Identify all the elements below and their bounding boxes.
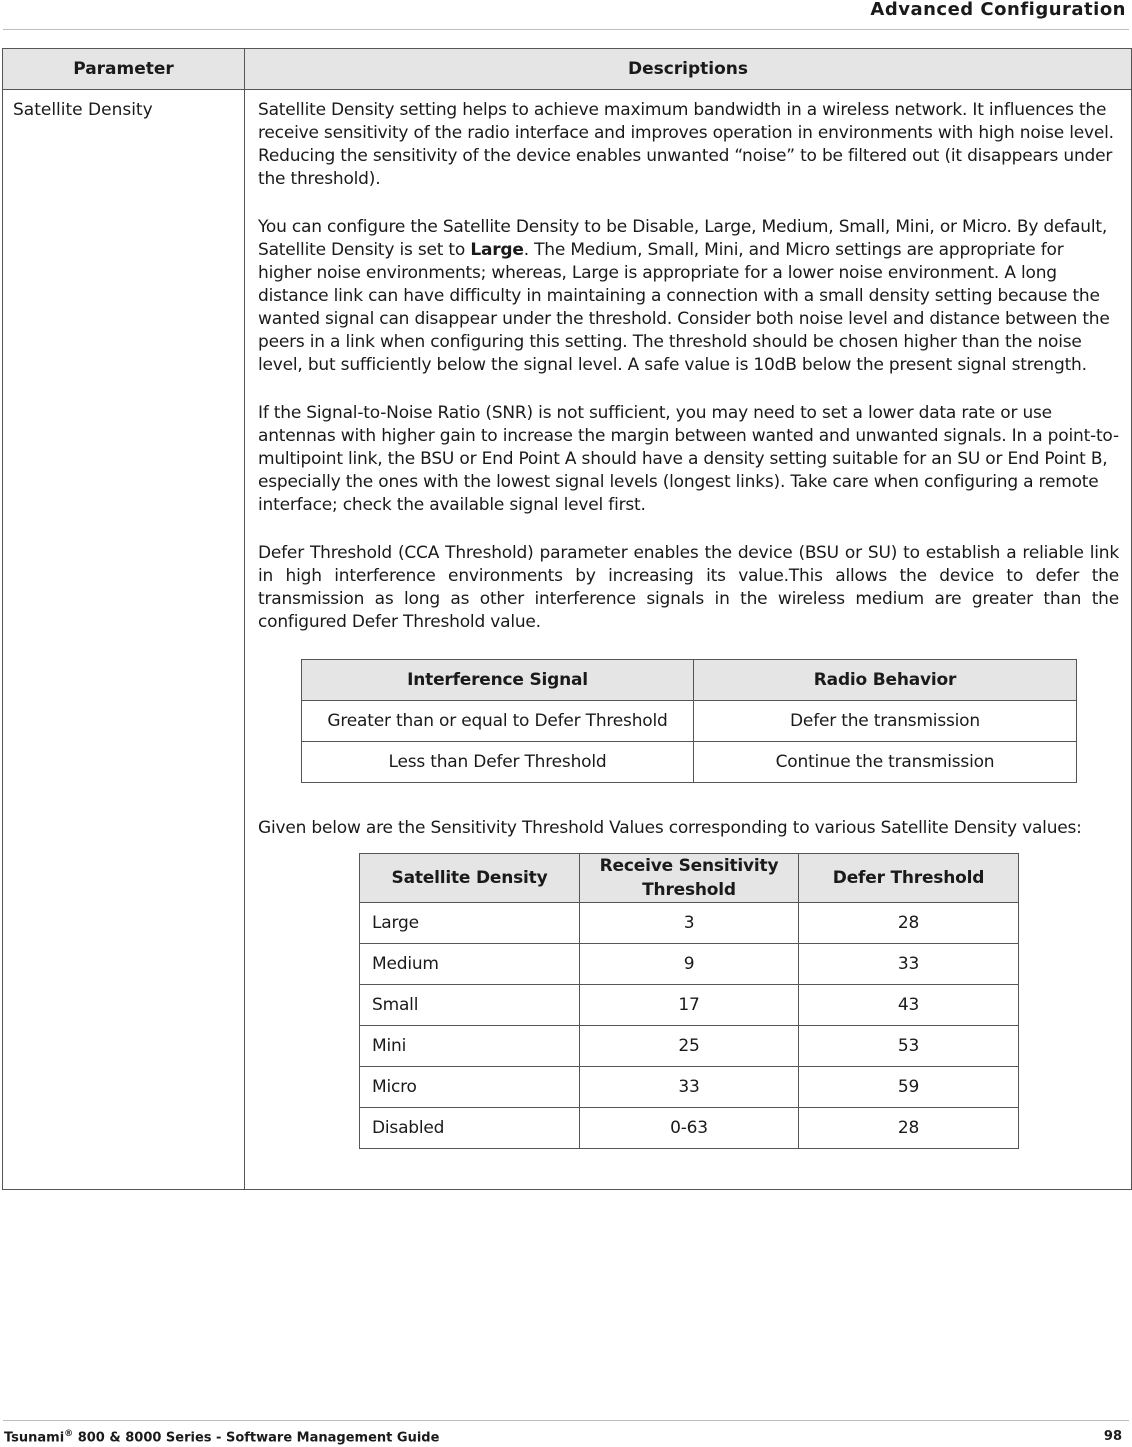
density-header-receive-sensitivity: Receive Sensitivity Threshold (580, 854, 799, 903)
text-run: . The Medium, Small, Mini, and Micro settings are appropriate for higher noise environments; whereas, Large is appropriate for a lower noise environment. A long distance link can have difficulty in maintaining a connection with a small density setting because the wanted signal can disappear under the threshold. Consider both noise level and distance between the peers in a link when configuring this setting. The threshold should be chosen higher than the noise level, but sufficiently below the signal level. A safe value is 10dB below the present signal strength. (258, 240, 1110, 375)
parameter-description (245, 90, 1132, 1190)
table-cell: 33 (580, 1067, 799, 1108)
interference-header-signal: Interference Signal (302, 660, 694, 701)
guide-name: 800 & 8000 Series - Software Management Guide (73, 1430, 440, 1446)
table-cell: 33 (799, 944, 1019, 985)
table-cell: 0-63 (580, 1108, 799, 1149)
table-cell: Micro (360, 1067, 580, 1108)
table-row (302, 701, 1077, 742)
table-row (302, 742, 1077, 783)
table-cell: 17 (580, 985, 799, 1026)
description-paragraph (258, 216, 1119, 377)
footer-divider (3, 1420, 1129, 1421)
column-header-descriptions: Descriptions (245, 49, 1132, 90)
table-cell: Defer the transmission (694, 701, 1077, 742)
table-row (3, 90, 1132, 1190)
table-cell: 9 (580, 944, 799, 985)
page-number: 98 (1103, 1429, 1122, 1444)
registered-mark: ® (64, 1429, 74, 1439)
table-row (360, 1067, 1019, 1108)
table-cell: 59 (799, 1067, 1019, 1108)
description-paragraph: Satellite Density setting helps to achieve maximum bandwidth in a wireless network. It influences the receive sensitivity of the radio interface and improves operation in environments with high noise level. Reducing the sensitivity of the device enables unwanted “noise” to be filtered out (it disappears under the threshold). (258, 100, 1114, 189)
table-cell: Large (360, 903, 580, 944)
footer-guide-title (4, 1429, 439, 1445)
header-divider (3, 29, 1129, 30)
page-header-title: Advanced Configuration (870, 0, 1126, 20)
table-cell: 28 (799, 903, 1019, 944)
table-cell: 28 (799, 1108, 1019, 1149)
table-cell: Disabled (360, 1108, 580, 1149)
table-cell: Greater than or equal to Defer Threshold (302, 701, 694, 742)
table-row (360, 1108, 1019, 1149)
table-row (360, 903, 1019, 944)
description-paragraph: Given below are the Sensitivity Threshold Values corresponding to various Satellite Density values: (258, 818, 1082, 838)
density-header-defer-threshold: Defer Threshold (799, 854, 1019, 903)
description-paragraph: If the Signal-to-Noise Ratio (SNR) is not sufficient, you may need to set a lower data rate or use antennas with higher gain to increase the margin between wanted and unwanted signals. In a point-to-multipoint link, the BSU or End Point A should have a density setting suitable for an SU or End Point B, especially the ones with the lowest signal levels (longest links). Take care when configuring a remote interface; check the available signal level first. (258, 403, 1119, 515)
description-paragraph: Defer Threshold (CCA Threshold) parameter enables the device (BSU or SU) to establish a reliable link in high interference environments by increasing its value.This allows the device to defer the transmission as long as other interference signals in the wireless medium are greater than the configured Defer Threshold value. (258, 543, 1119, 632)
table-cell: Mini (360, 1026, 580, 1067)
table-cell: Small (360, 985, 580, 1026)
table-row (360, 944, 1019, 985)
parameter-name: Satellite Density (3, 90, 245, 1190)
density-table (359, 853, 1019, 1149)
table-cell: Continue the transmission (694, 742, 1077, 783)
text-run: You can configure the Satellite Density to be Disable, Large, Medium, Small, Mini, or Micro. By default, Satellite Density is set to (258, 217, 1108, 260)
column-header-parameter: Parameter (3, 49, 245, 90)
table-cell: 25 (580, 1026, 799, 1067)
bold-text: Large (470, 240, 524, 260)
table-row (360, 985, 1019, 1026)
interference-header-behavior: Radio Behavior (694, 660, 1077, 701)
product-name: Tsunami (4, 1430, 65, 1446)
table-cell: 3 (580, 903, 799, 944)
interference-table (301, 659, 1077, 783)
parameter-table (2, 48, 1132, 1190)
table-cell: Less than Defer Threshold (302, 742, 694, 783)
table-cell: Medium (360, 944, 580, 985)
table-row (360, 1026, 1019, 1067)
density-header-satellite-density: Satellite Density (360, 854, 580, 903)
table-cell: 53 (799, 1026, 1019, 1067)
table-cell: 43 (799, 985, 1019, 1026)
